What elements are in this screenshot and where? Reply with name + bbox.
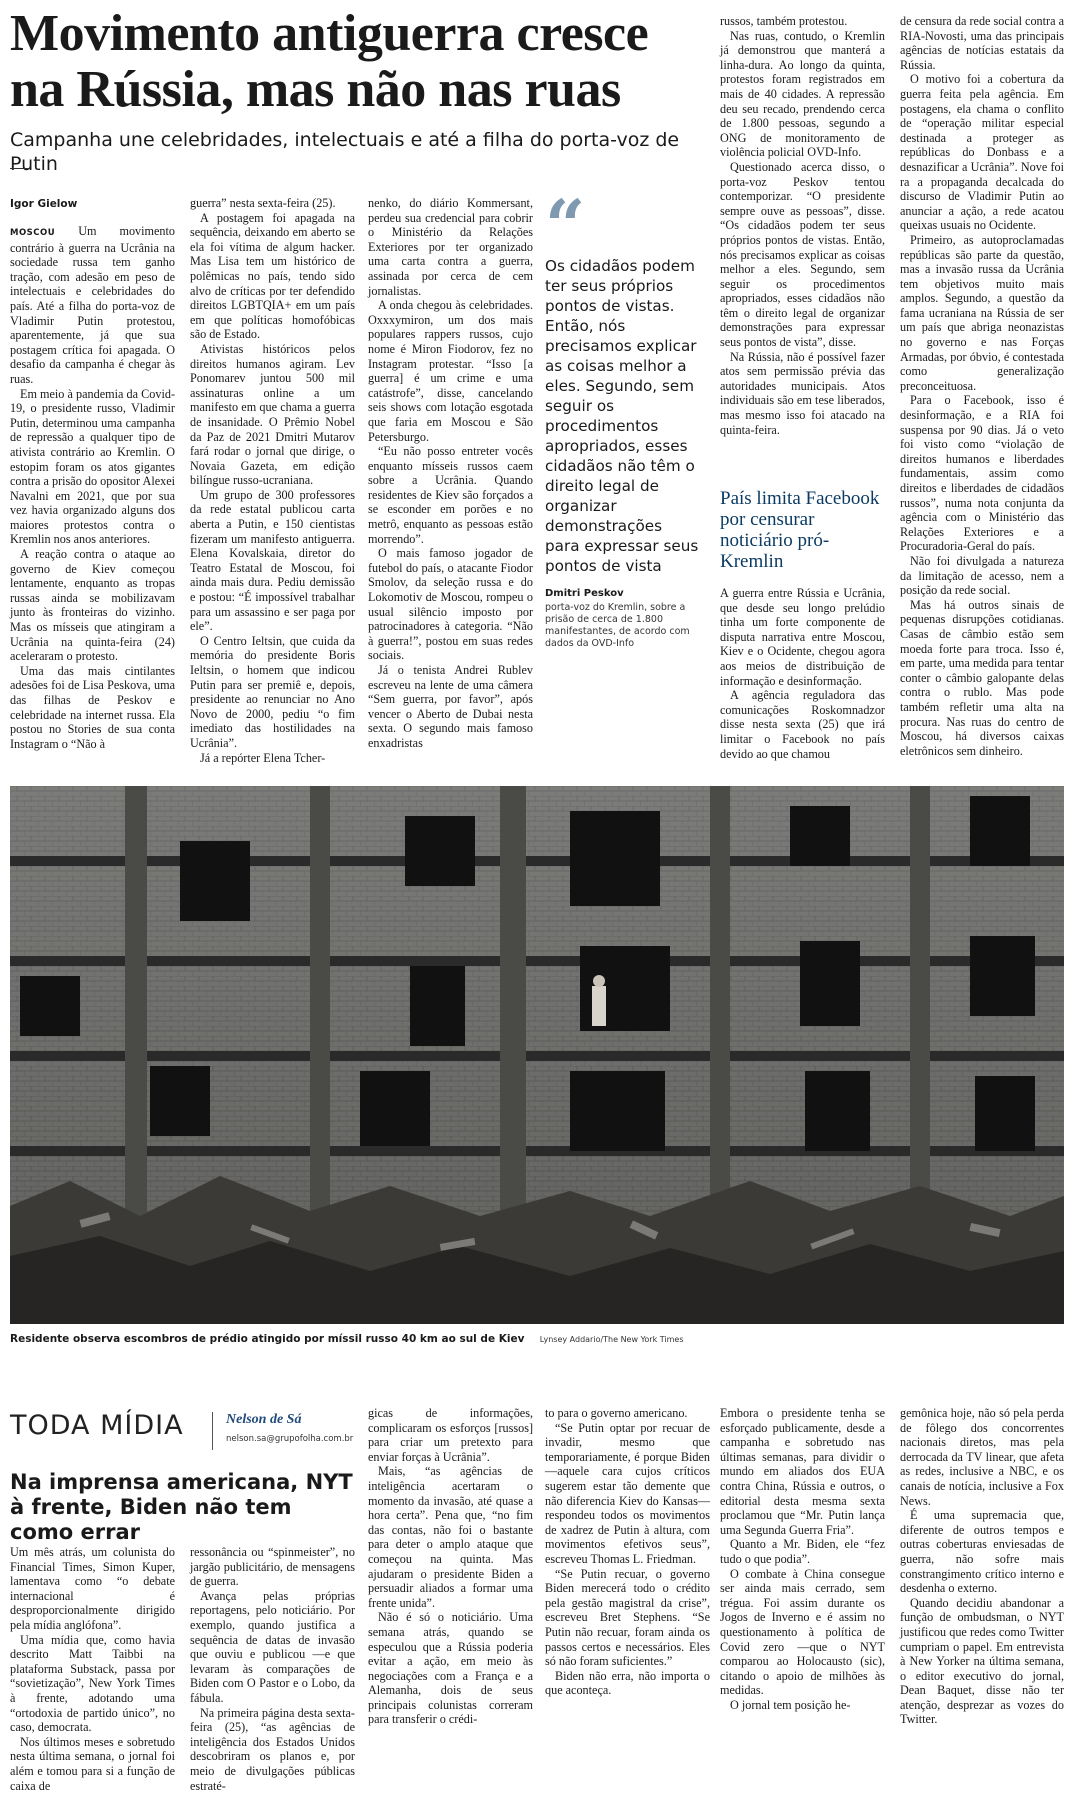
headline-line-1: Movimento antiguerra cresce [10,5,649,62]
column-col-3 [368,1406,533,1727]
article-subhead: Campanha une celebridades, intelectuais e até a filha do porta-voz de Putin [10,129,680,175]
paragraph: Não é só o noticiário. Uma semana atrás, quando se especulou que a Rússia poderia evitar a ação, em meio às negociações com a França e a Alemanha, dois de seus principais colunistas correram para transferir o crédi- [368,1610,533,1727]
article-column-3 [368,196,533,751]
box-body [720,586,885,761]
paragraph: O motivo foi a cobertura da guerra feita pela agência. Em postagens, ela chama o conflito de “operação militar especial destinada a proteger as repúblicas do Donbass e a desnazificar a Ucrânia”. Nove foi ra a propaganda decalcada do discurso de Vladimir Putin ao anunciar a ação, a rede acatou queixas usuais no Ocidente. [900,72,1064,233]
news-photo [10,786,1064,1324]
dateline: MOSCOU [10,228,56,238]
paragraph: O mais famoso jogador de futebol do país, o atacante Fiodor Smolov, da seleção russa e do Lokomotiv de Moscou, rompeu o usual silêncio imposto por patrocinadores à categoria. “Não à guerra!”, postou em suas redes sociais. [368,546,533,663]
photo-caption: Residente observa escombros de prédio atingido por míssil russo 40 km ao sul de Kiev [10,1333,525,1345]
column-col-2 [190,1545,355,1793]
paragraph: Mas há outros sinais de pequenas disrupções cotidianas. Casas de câmbio estão sem moeda forte para troca. Isso é, em parte, uma medida para tentar conter o câmbio galopante delas contra o rublo. Mas pode também refletir uma alta na procura. Nas ruas do centro de Moscou, há diversos caixas eletrônicos sem dinheiro. [900,597,1064,758]
paragraph: Avança pelas próprias reportagens, pelo noticiário. Por exemplo, quando justifica a sequência de datas de invasão que ouviu e publicou —e que levaram às comparações de Biden com O Pastor e o Lobo, da fábula. [190,1588,355,1705]
paragraph: A agência reguladora das comunicações Roskomnadzor disse nesta sexta (25) que irá limitar o Facebook no país devido ao que chamou [720,688,885,761]
headline-line-2: na Rússia, mas não nas ruas [10,61,621,118]
pull-quote [545,184,700,650]
paragraph: A postagem foi apagada na sequência, deixando em aberto se ela foi vítima de algum hacker. Mas Lisa tem um histórico de polêmicas no país, tendo sido alvo de críticas por ter defendido direitos LGBTQIA+ em um país em que políticas homofóbicas são de Estado. [190,210,355,342]
box-title: País limita Facebook por censurar noticiário pró-Kremlin [720,488,880,572]
byline-rule [10,168,30,169]
paragraph: gemônica hoje, não só pela perda de fôlego dos concorrentes nacionais diretos, mas pela derrocada da TV linear, que afeta as redes, inclusive a NBC, e os canais de notícia, inclusive a Fox News. [900,1406,1064,1508]
photo-caption-row [10,1333,684,1345]
paragraph: Um mês atrás, um colunista do Financial Times, Simon Kuper, lamentava como “o debate internacional é desproporcionalmente dirigido pela mídia anglófona”. [10,1545,175,1632]
paragraph: Nas ruas, contudo, o Kremlin já demonstrou que manterá a linha-dura. Ao longo da quinta, protestos foram registrados em mais de 40 cidades. A repressão deu seu recado, prendendo cerca de 1.800 pessoas, segundo a ONG de monitoramento de violência policial OVD-Info. [720,28,885,160]
paragraph: Um movimento contrário à guerra na Ucrânia na sociedade russa tem ganho tração, com adesão em peso de intelectuais e celebridades do país. Até a filha do porta-voz de Vladimir Putin protestou, aparentemente, já que sua postagem crítica foi apagada. O desafio da campanha é chegar às ruas. [10,224,175,386]
paragraph: Questionado acerca disso, o porta-voz Peskov tentou contemporizar. “O presidente sempre ouve as pessoas”, disse. “Os cidadãos podem ter seus próprios pontos de vistas. Então, nós precisamos explicar as coisas melhor a eles. Segundo, sem seguir os procedimentos apropriados, esses cidadãos não têm o direito legal de organizar demonstrações para expressar seus pontos de vista”, disse. [720,159,885,350]
column-col-6 [900,1406,1064,1727]
section-divider [212,1412,213,1450]
paragraph: Já a repórter Elena Tcher- [200,750,326,765]
pull-quote-role: porta-voz do Kremlin, sobre a prisão de cerca de 1.800 manifestantes, de acordo com dados da OVD-Info [545,602,690,649]
sidebar-box [720,488,885,761]
paragraph: to para o governo americano. [545,1406,688,1420]
paragraph: Quanto a Mr. Biden, ele “fez tudo o que podia”. [720,1537,885,1566]
paragraph: Não foi divulgada a natureza da limitação de acesso, nem a posição da rede social. [900,553,1064,598]
paragraph: “Se Putin optar por recuar de invadir, mesmo que temporariamente, é porque Biden —aquele cara cujos críticos sugerem estar tão demente que não diferencia Kiev do Kansas— respondeu todos os movimentos de xadrez de Putin à altura, com movimentos efetivos seus”, escreveu Thomas L. Friedman. [545,1420,710,1566]
quote-mark-icon: “ [545,184,586,267]
article-column-1 [10,224,175,751]
pull-quote-name: Dmitri Peskov [545,588,624,599]
article-column-2 [190,196,355,765]
paragraph: Mais, “as agências de inteligência acertaram o momento da invasão, até quase a hora certa”. Pena que, “no fim das contas, não foi o bastante para deter o amplo ataque que começou na quinta. Mas ajudaram o presidente Biden a persuadir aliados a formar uma frente unida”. [368,1464,533,1610]
paragraph: Nos últimos meses e sobretudo nesta última semana, o jornal foi além e tomou para si a função de caixa de [10,1734,175,1793]
paragraph: Na Rússia, não é possível fazer atos sem permissão prévia das autoridades municipais. Atos individuais são em tese liberados, mas mesmo isso foi atacado na quinta-feira. [720,349,885,437]
paragraph: Embora o presidente tenha se esforçado publicamente, desde a campanha e sobretudo nas últimas semanas, para dividir o mundo em aliados dos EUA contra China, Rússia e outros, o editorial desta mesma sexta proclamou que “Mr. Putin lança uma Segunda Guerra Fria”. [720,1406,885,1537]
column-col-1 [10,1545,175,1793]
paragraph: A guerra entre Rússia e Ucrânia, que desde seu longo prelúdio tinha um forte componente de disputa narrativa entre Moscou, Kiev e o Ocidente, chegou agora aos meios de distribuição de informação e desinformação. [720,586,885,688]
section-title: TODA MÍDIA [10,1410,184,1441]
paragraph: A reação contra o ataque ao governo de Kiev começou lentamente, enquanto as tropas russas ainda se mobilizavam junto às fronteiras do vizinho. Mas os mísseis que atingiram a Ucrânia na quinta-feira (24) aceleraram o protesto. [10,547,175,664]
paragraph: Para o Facebook, isso é desinformação, e a RIA foi suspensa por 90 dias. Já o veto foi visto como “violação de direitos humanos e liberdades fundamentais, assim como direitos e liberdades de cidadãos russos”, numa nota conjunta da agência com o Ministério das Relações Exteriores e a Procuradoria-Geral do país. [900,393,1064,554]
paragraph: Ativistas históricos pelos direitos humanos agiram. Lev Ponomarev juntou 500 mil assinaturas online a um manifesto em que chama a guerra de insanidade. O Prêmio Nobel da Paz de 2021 Dmitri Mutarov fará rodar o jornal que dirige, o Novaia Gazeta, em edição bilíngue russo-ucraniana. [190,341,355,488]
paragraph: Primeiro, as autoproclamadas repúblicas são parte da questão, mas a invasão russa da Ucrânia tem objetivos muito mais amplos. Segundo, a questão da fama ucraniana na Rússia de ser um país que abriga neonazistas no governo e nas Forças Armadas, por óbvio, é contestada como generalização preconceituosa. [900,232,1064,393]
paragraph: É uma supremacia que, diferente de outros tempos e outras coberturas enviesadas de guerra, não sofre mais constrangimento crítico interno e desdenha o externo. [900,1508,1064,1596]
paragraph: A onda chegou às celebridades. Oxxxymiron, um dos mais populares rappers russos, cujo nome é Miron Fiodorov, fez no Instagram protestar. “Isso [a guerra] é um crime e uma catástrofe”, disse, cancelando seis shows com lotação esgotada que faria em Moscou e São Petersburgo. [368,298,533,444]
paragraph: guerra” nesta sexta-feira (25). [190,196,336,210]
paragraph: Uma mídia que, como havia descrito Matt Taibbi na plataforma Substack, passa por “sovietização”, New York Times à frente, adotando uma “ortodoxia de partido único”, no caso, democrata. [10,1632,175,1735]
column-col-5 [720,1406,885,1712]
paragraph: “Eu não posso entreter vocês enquanto mísseis russos caem sobre a Ucrânia. Quando residentes de Kiev são forçados a se esconder em porões e no metrô, enquanto as pessoas estão morrendo”. [368,444,533,546]
paragraph: Na primeira página desta sexta-feira (25), “as agências de inteligência dos Estados Unidos descobriram os planos e, por meio de divulgações públicas estraté- [190,1705,355,1793]
pull-quote-text: Os cidadãos podem ter seus próprios pontos de vistas. Então, nós precisamos explicar as coisas melhor a eles. Segundo, sem seguir os procedimentos apropriados, esses cidadãos não têm o direito legal de organizar demonstrações para expressar seus pontos de vista [545,257,699,575]
column-author: Nelson de Sá [226,1412,302,1427]
paragraph: ressonância ou “spinmeister”, no jargão publicitário, de mensagens de guerra. [190,1545,355,1589]
paragraph: Uma das mais cintilantes adesões foi de Lisa Peskova, uma das filhas de Peskov e celebridade na internet russa. Ela postou no Stories de sua conta Instagram o “Não à [10,663,175,751]
paragraph: russos, também protestou. [720,14,848,28]
paragraph: Biden não erra, não importa o que aconteça. [545,1668,710,1698]
paragraph: O combate à China consegue ser ainda mais cerrado, sem trégua. Foi assim durante os Jogos de Inverno e é assim no questionamento à política de Covid zero —que o NYT comparou ao Holocausto (sic), citando o apoio de milhões às medidas. [720,1566,885,1698]
article-column-6 [900,14,1064,758]
destroyed-building-image [10,786,1064,1324]
column-col-4 [545,1406,710,1698]
paragraph: Um grupo de 300 professores da rede estatal publicou carta aberta a Putin, e 150 cientistas fizeram um manifesto antiguerra. Elena Kovalskaia, diretor do Teatro Estatal de Moscou, foi ainda mais dura. Pediu demissão e postou: “É impossível trabalhar para um assassino e ser paga por ele”. [190,487,355,634]
paragraph: de censura da rede social contra a RIA-Novosti, uma das principais agências de notícias estatais da Rússia. [900,14,1064,72]
paragraph: nenko, do diário Kommersant, perdeu sua credencial para cobrir o Ministério da Relações Exteriores por ter organizado uma carta contra a guerra, assinada por cerca de cem jornalistas. [368,196,533,298]
paragraph: Já o tenista Andrei Rublev escreveu na lente de uma câmera “Sem guerra, por favor”, após vencer o Aberto de Dubai nesta sexta. O segundo mais famoso enxadristas [368,663,533,750]
paragraph: O Centro Ieltsin, que cuida da memória do presidente Boris Ieltsin, o homem que indicou Putin para ser premiê e, depois, presidente ao renunciar no Ano Novo de 2000, pediu “o fim imediato das hostilidades na Ucrânia”. [190,633,355,750]
column-headline: Na imprensa americana, NYT à frente, Biden não tem como errar [10,1470,353,1544]
paragraph: Em meio à pandemia da Covid-19, o presidente russo, Vladimir Putin, determinou uma campanha de repressão a qualquer tipo de ativista contrário ao Kremlin. O estopim foram os atos gigantes contra a prisão do opositor Alexei Navalni em 2021, que por sua vez havia organizado alguns dos maiores protestos contra o Kremlin nos anos anteriores. [10,386,175,547]
paragraph: gicas de informações, complicaram os esforços [russos] para criar um pretexto para enviar forças à Ucrânia”. [368,1406,533,1464]
column-author-email: nelson.sa@grupofolha.com.br [226,1434,354,1444]
paragraph: “Se Putin recuar, o governo Biden merecerá todo o crédito pela gestão magistral da crise”, escreveu Bret Stephens. “Se Putin não recuar, foram ainda os passos certos e necessários. Eles só não foram suficientes.” [545,1566,710,1669]
article-headline [10,6,710,118]
paragraph: O jornal tem posição he- [730,1697,851,1712]
photo-credit: Lynsey Addario/The New York Times [539,1335,684,1344]
article-column-5 [720,14,885,437]
person-figure [592,975,606,1026]
paragraph: Quando decidiu abandonar a função de ombudsman, o NYT justificou que redes como Twitter cumpriam o papel. Em entrevista à New Yorker na última semana, o editor executivo do jornal, Dean Baquet, disse não ter atenção, desprezar as vozes do Twitter. [900,1595,1064,1727]
byline: Igor Gielow [10,198,78,210]
